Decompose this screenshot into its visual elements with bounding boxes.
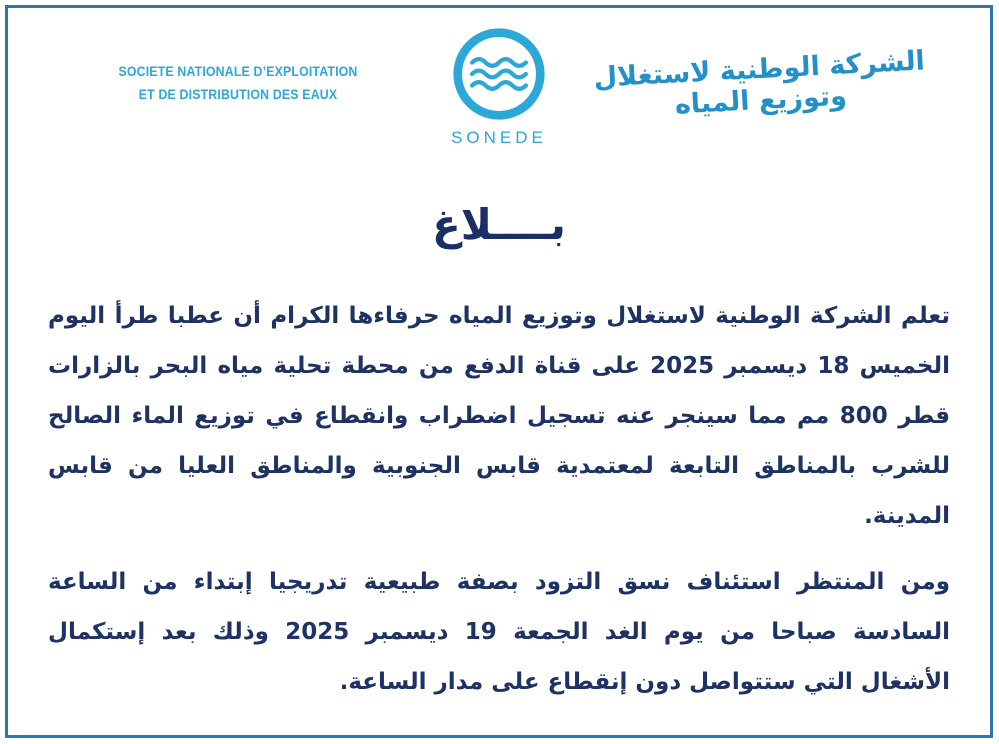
header bbox=[42, 24, 956, 148]
sonede-logo bbox=[434, 26, 564, 148]
org-name-french bbox=[66, 60, 411, 106]
page-title: بــــلاغ bbox=[432, 200, 566, 249]
org-name-arabic: الشركة الوطنية لاستغلال وتوزيع المياه bbox=[592, 45, 926, 121]
org-name-french-line1: SOCIETE NATIONALE D’EXPLOITATION bbox=[118, 63, 358, 79]
announcement-paragraph-1: تعلم الشركة الوطنية لاستغلال وتوزيع المياه حرفاءها الكرام أن عطبا طرأ اليوم الخميس 18 ديسمبر 2025 على قناة الدفع من محطة تحلية مياه البحر بالزارات قطر 800 مم مما سينجر عنه تسجيل اضطراب وانقطاع في توزيع الماء الصالح للشرب بالمناطق التابعة لمعتمدية قابس الجنوبية والمناطق العليا من قابس المدينة. bbox=[48, 303, 951, 529]
announcement-body bbox=[42, 291, 956, 707]
water-waves-icon bbox=[451, 107, 547, 126]
announcement-paragraph-2: ومن المنتظر استئناف نسق التزود بصفة طبيعية تدريجيا إبتداء من الساعة السادسة صباحا من يوم الغد الجمعة 19 ديسمبر 2025 وذلك بعد إستكمال الأشغال التي ستتواصل دون إنقطاع على مدار الساعة. bbox=[48, 569, 950, 695]
page-content bbox=[8, 8, 990, 735]
org-name-french-line2: ET DE DISTRIBUTION DES EAUX bbox=[138, 86, 338, 103]
logo-label: SONEDE bbox=[451, 128, 547, 147]
